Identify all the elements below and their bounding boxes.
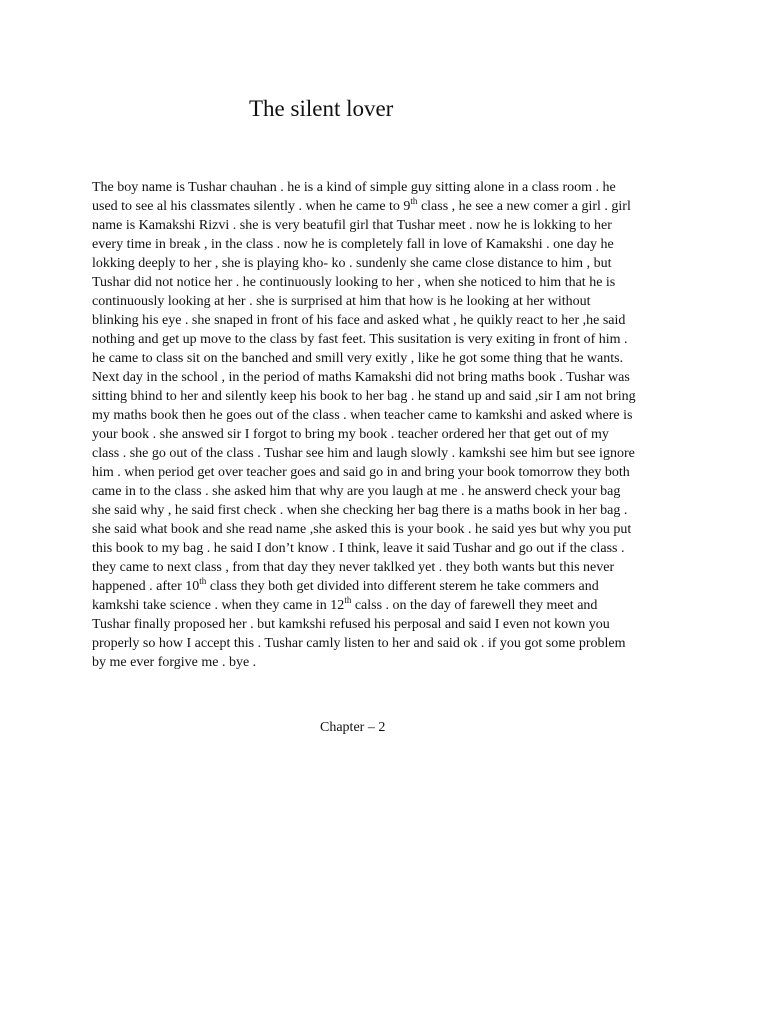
text-line: by me ever forgive me . bye . xyxy=(92,655,257,670)
text-line: The boy name is Tushar chauhan . he is a kind of simple guy sitting alone in a class room . he xyxy=(92,180,616,195)
text-line: used to see al his classmates silently . when he came to 9th class , he see a new comer a girl . girl xyxy=(92,196,631,214)
story-paragraph xyxy=(92,178,692,672)
text-line: every time in break , in the class . now he is completely fall in love of Kamakshi . one day he xyxy=(92,237,614,252)
text-line: she said what book and she read name ,she asked this is your book . he said yes but why you put xyxy=(92,522,632,537)
text-line: this book to my bag . he said I don’t know . I think, leave it said Tushar and go out if the class . xyxy=(92,541,625,556)
text-line: your book . she answed sir I forgot to bring my book . teacher ordered her that get out of my xyxy=(92,427,609,442)
text-line: they came to next class , from that day they never taklked yet . they both wants but this never xyxy=(92,560,615,575)
text-line: properly so how I accept this . Tushar camly listen to her and said ok . if you got some problem xyxy=(92,636,626,651)
text-line: she said why , he said first check . when she checking her bag there is a maths book in her bag . xyxy=(92,503,628,518)
text-line: he came to class sit on the banched and smill very exitly , like he got some thing that he wants. xyxy=(92,351,624,366)
ordinal-superscript: th xyxy=(410,196,418,206)
text-line: Tushar did not notice her . he continuously looking to her , when she noticed to him that he is xyxy=(92,275,616,290)
text-line: happened . after 10th class they both get divided into different sterem he take commers and xyxy=(92,576,599,594)
text-line: kamkshi take science . when they came in 12th calss . on the day of farewell they meet and xyxy=(92,595,598,613)
text-line: nothing and get up move to the class by fast feet. This susitation is very exiting in front of him . xyxy=(92,332,628,347)
text-line: lokking deeply to her , she is playing kho- ko . sundenly she came close distance to him , but xyxy=(92,256,612,271)
text-line: came in to the class . she asked him that why are you laugh at me . he answerd check your bag xyxy=(92,484,621,499)
chapter-heading: Chapter – 2 xyxy=(320,720,386,735)
text-line: name is Kamakshi Rizvi . she is very beatufil girl that Tushar meet . now he is lokking to her xyxy=(92,218,612,233)
text-line: my maths book then he goes out of the class . when teacher came to kamkshi and asked where is xyxy=(92,408,633,423)
text-line: class . she go out of the class . Tushar see him and laugh slowly . kamkshi see him but see ignore xyxy=(92,446,635,461)
text-line: him . when period get over teacher goes and said go in and bring your book tomorrow they both xyxy=(92,465,630,480)
text-line: continuously looking at her . she is surprised at him that how is he looking at her without xyxy=(92,294,591,309)
text-line: blinking his eye . she snaped in front of his face and asked what , he quikly react to her ,he said xyxy=(92,313,626,328)
text-line: Next day in the school , in the period of maths Kamakshi did not bring maths book . Tushar was xyxy=(92,370,630,385)
text-line: sitting bhind to her and silently keep his book to her bag . he stand up and said ,sir I am not bring xyxy=(92,389,636,404)
document-title: The silent lover xyxy=(249,96,394,121)
ordinal-superscript: th xyxy=(344,595,352,605)
text-line: Tushar finally proposed her . but kamkshi refused his perposal and said I even not kown you xyxy=(92,617,610,632)
ordinal-superscript: th xyxy=(199,576,207,586)
